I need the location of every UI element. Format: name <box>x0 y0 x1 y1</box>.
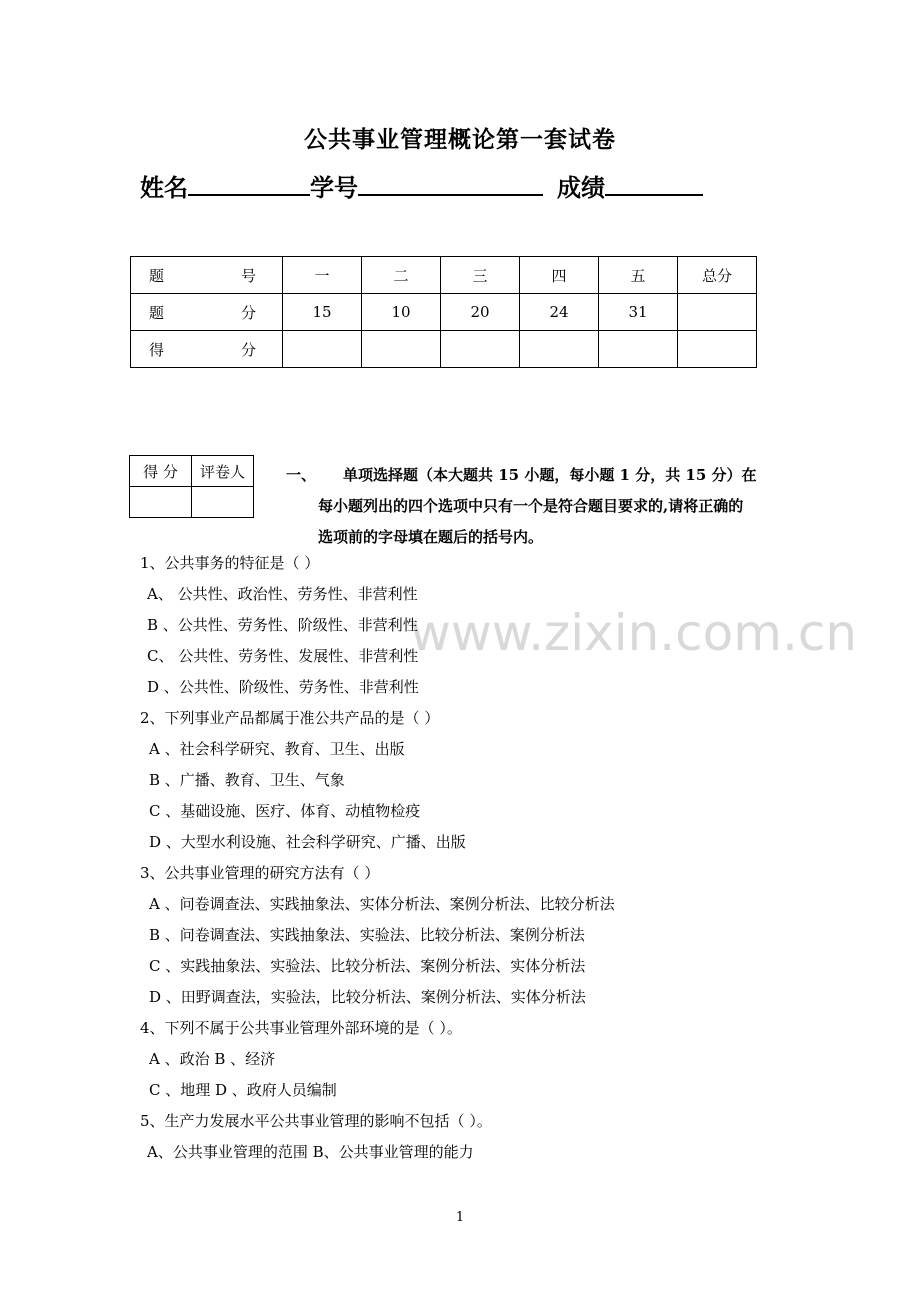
question-option: B 、公共性、劳务性、阶级性、非营利性 <box>147 616 418 634</box>
column-header: 二 <box>362 257 441 294</box>
score-table-header-row <box>131 257 757 294</box>
question-option: C 、基础设施、医疗、体育、动植物检疫 <box>149 802 421 820</box>
name-label: 姓名 <box>140 174 188 202</box>
question-option: D 、大型水利设施、社会科学研究、广播、出版 <box>149 833 466 851</box>
points-cell: 10 <box>362 294 441 331</box>
points-cell: 20 <box>441 294 520 331</box>
section-instruction-line: 每小题列出的四个选项中只有一个是符合题目要求的,请将正确的 <box>318 497 744 515</box>
question-stem: 5、生产力发展水平公共事业管理的影响不包括（ ）。 <box>140 1112 492 1130</box>
points-cell: 31 <box>599 294 678 331</box>
student-id-label: 学号 <box>310 174 358 202</box>
question-option: C 、实践抽象法、实验法、比较分析法、案例分析法、实体分析法 <box>149 957 586 975</box>
question-option: A、 公共性、政治性、劳务性、非营利性 <box>147 585 418 603</box>
name-blank <box>188 172 310 196</box>
exam-title: 公共事业管理概论第一套试卷 <box>304 126 616 153</box>
score-table-score-row <box>131 331 757 368</box>
score-label: 得分 <box>131 331 283 368</box>
question-option: A 、政治 B 、经济 <box>149 1050 276 1068</box>
score-cell <box>599 331 678 368</box>
section-instruction-line: 选项前的字母填在题后的括号内。 <box>318 528 544 546</box>
watermark: www.zixin.com.cn <box>410 604 858 662</box>
score-cell <box>362 331 441 368</box>
grader-box-score-cell <box>130 487 192 518</box>
question-stem: 3、公共事业管理的研究方法有（ ） <box>140 864 380 882</box>
question-option: A 、问卷调查法、实践抽象法、实体分析法、案例分析法、比较分析法 <box>149 895 615 913</box>
points-cell: 24 <box>520 294 599 331</box>
score-cell <box>678 331 757 368</box>
question-stem: 2、下列事业产品都属于准公共产品的是（ ） <box>140 709 440 727</box>
section-instruction-line: 单项选择题（本大题共 15 小题，每小题 1 分，共 15 分）在 <box>343 466 757 484</box>
points-cell: 15 <box>283 294 362 331</box>
points-cell <box>678 294 757 331</box>
question-option: B 、问卷调查法、实践抽象法、实验法、比较分析法、案例分析法 <box>149 926 585 944</box>
score-cell <box>520 331 599 368</box>
score-cell <box>283 331 362 368</box>
grader-box <box>129 455 254 518</box>
student-id-blank <box>358 172 543 196</box>
question-stem: 1、公共事务的特征是（ ） <box>140 554 320 572</box>
score-table <box>130 256 757 368</box>
score-table-points-row <box>131 294 757 331</box>
column-header: 五 <box>599 257 678 294</box>
column-header: 总分 <box>678 257 757 294</box>
question-option: D 、公共性、阶级性、劳务性、非营利性 <box>147 678 419 696</box>
question-number-label: 题号 <box>131 257 283 294</box>
page-number: 1 <box>455 1210 465 1225</box>
grader-box-score-label: 得 分 <box>130 456 192 487</box>
question-option: A 、社会科学研究、教育、卫生、出版 <box>149 740 405 758</box>
grader-box-grader-cell <box>192 487 254 518</box>
column-header: 一 <box>283 257 362 294</box>
question-option: A、公共事业管理的范围 B、公共事业管理的能力 <box>147 1143 474 1161</box>
question-option: C、 公共性、劳务性、发展性、非营利性 <box>147 647 419 665</box>
question-option: D 、田野调查法，实验法，比较分析法、案例分析法、实体分析法 <box>149 988 586 1006</box>
section-number: 一、 <box>286 466 317 484</box>
column-header: 三 <box>441 257 520 294</box>
points-label: 题分 <box>131 294 283 331</box>
grade-label: 成绩 <box>557 174 605 202</box>
question-option: B 、广播、教育、卫生、气象 <box>149 771 345 789</box>
question-option: C 、地理 D 、政府人员编制 <box>149 1081 337 1099</box>
student-info-line <box>140 168 703 203</box>
question-stem: 4、下列不属于公共事业管理外部环境的是（ ）。 <box>140 1019 462 1037</box>
grade-blank <box>605 172 703 196</box>
score-cell <box>441 331 520 368</box>
grader-box-grader-label: 评卷人 <box>192 456 254 487</box>
column-header: 四 <box>520 257 599 294</box>
